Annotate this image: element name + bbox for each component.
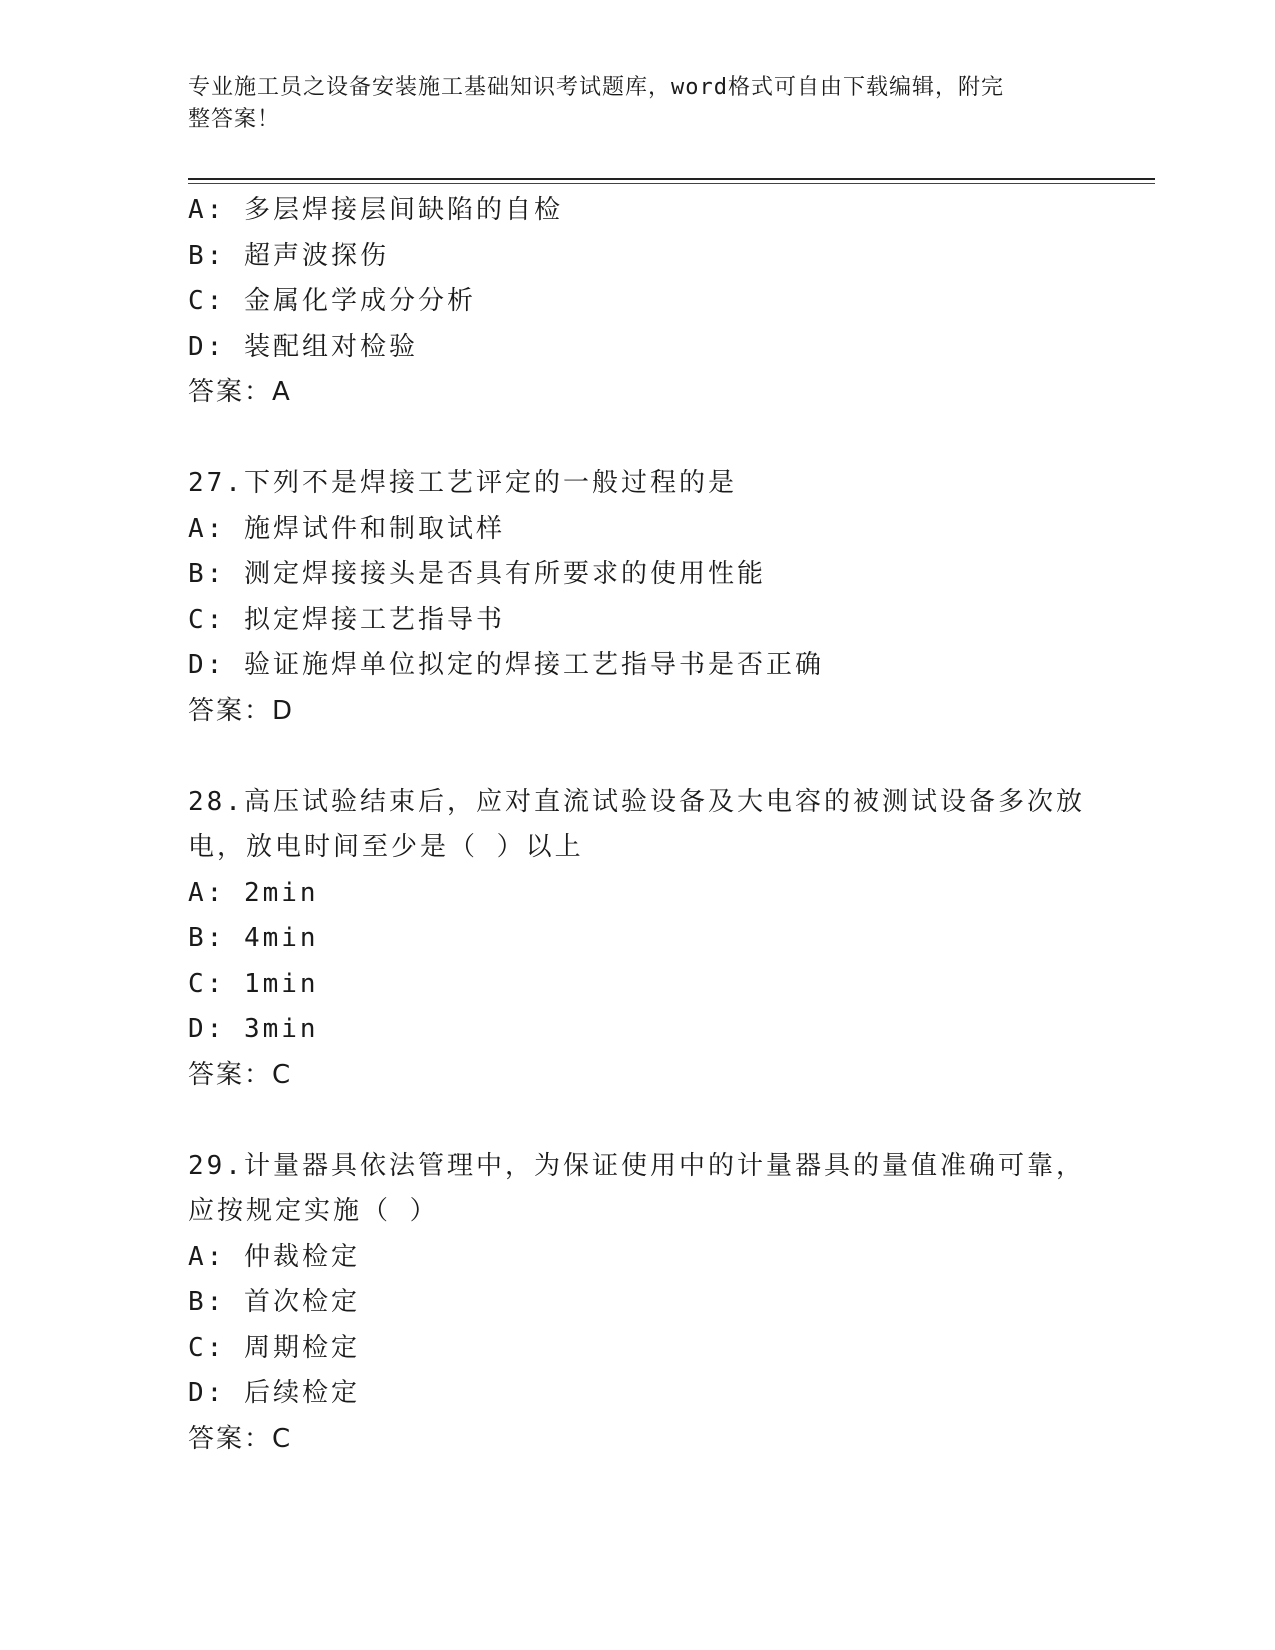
spacer [188, 416, 1088, 462]
question-27 [188, 461, 1088, 734]
question-26 [188, 188, 1088, 416]
option-d: D: 3min [188, 1014, 319, 1044]
option-b: B: 首次检定 [188, 1287, 360, 1317]
option-c: C: 拟定焊接工艺指导书 [188, 604, 505, 635]
option-d: D: 后续检定 [188, 1378, 360, 1408]
answer-text: 答案：C [188, 1059, 293, 1090]
option-a: A: 多层焊接层间缺陷的自检 [188, 195, 563, 225]
option-c: C: 周期检定 [188, 1332, 360, 1363]
option-b: B: 4min [188, 923, 319, 953]
option-b: B: 超声波探伤 [188, 240, 389, 271]
question-28 [188, 780, 1088, 1099]
header-line-1: 专业施工员之设备安装施工基础知识考试题库，word格式可自由下载编辑，附完 [188, 75, 1004, 100]
option-c: C: 金属化学成分分析 [188, 286, 476, 316]
answer-text: 答案：A [188, 377, 292, 407]
option-a: A: 施焊试件和制取试样 [188, 513, 505, 544]
question-text: 27.下列不是焊接工艺评定的一般过程的是 [188, 468, 737, 498]
spacer [188, 734, 1088, 780]
question-text-line-2: 应按规定实施（ ） [188, 1196, 439, 1226]
spacer [188, 1098, 1088, 1144]
answer-text: 答案：C [188, 1423, 293, 1454]
question-text-line-1: 29.计量器具依法管理中，为保证使用中的计量器具的量值准确可靠， [188, 1150, 1085, 1181]
header-divider-thick [188, 178, 1155, 180]
document-header [188, 72, 1068, 136]
question-text-line-2: 电，放电时间至少是（ ）以上 [188, 832, 584, 862]
header-line-2: 整答案！ [188, 107, 281, 132]
header-divider-thin [188, 183, 1155, 184]
option-a: A: 仲裁检定 [188, 1241, 360, 1272]
option-d: D: 装配组对检验 [188, 331, 418, 362]
question-29 [188, 1144, 1088, 1463]
option-c: C: 1min [188, 968, 319, 999]
option-b: B: 测定焊接接头是否具有所要求的使用性能 [188, 559, 766, 589]
option-d: D: 验证施焊单位拟定的焊接工艺指导书是否正确 [188, 650, 824, 680]
option-a: A: 2min [188, 877, 319, 908]
question-text-line-1: 28.高压试验结束后，应对直流试验设备及大电容的被测试设备多次放 [188, 786, 1085, 817]
question-list [188, 188, 1088, 1462]
answer-text: 答案：D [188, 695, 295, 726]
